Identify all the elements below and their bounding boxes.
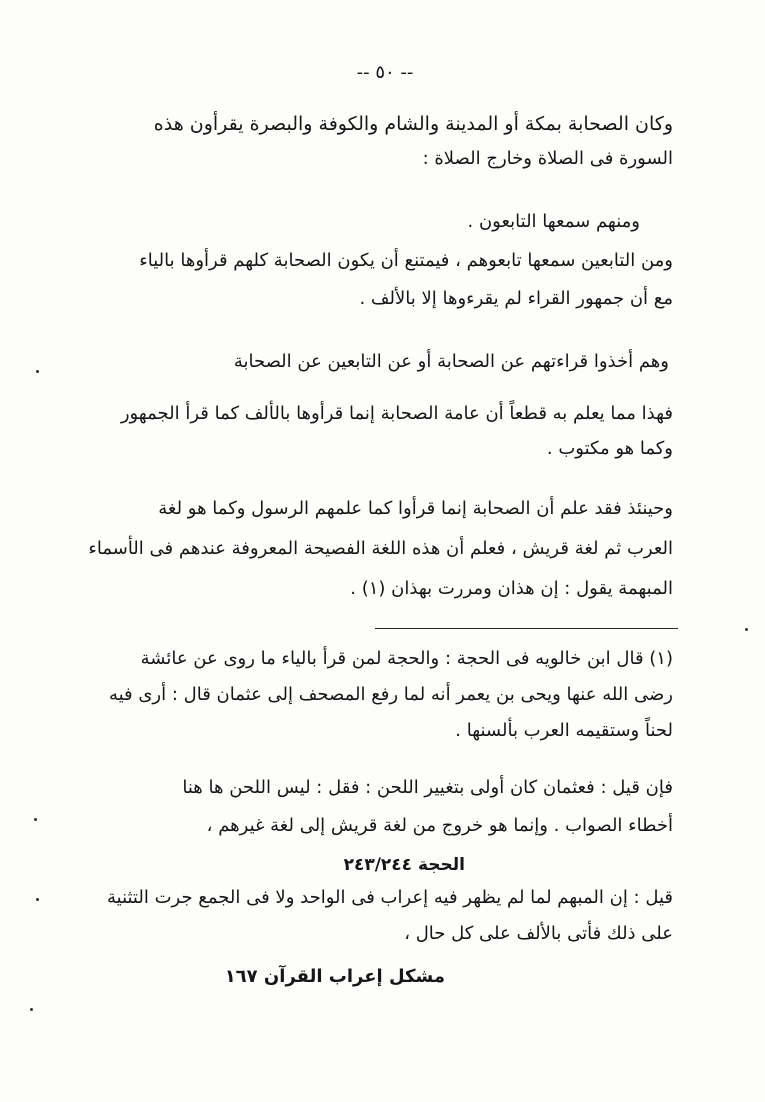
body-line: وكما هو مكتوب . (546, 438, 673, 459)
footnote-reference: مشكل إعراب القرآن ١٦٧ (224, 966, 445, 987)
footnote-quote-line: قيل : إن المبهم لما لم يظهر فيه إعراب فى الواحد ولا فى الجمع جرت التثنية (106, 887, 673, 908)
body-line: ومنهم سمعها التابعون . (467, 211, 640, 232)
body-line: وهم أخذوا قراءتهم عن الصحابة أو عن التابعين عن الصحابة (233, 351, 669, 372)
body-line: ومن التابعين سمعها تابعوهم ، فيمتنع أن يكون الصحابة كلهم قرأوها بالياء (139, 250, 673, 271)
footnote-line: لحناً وستقيمه العرب بألسنها . (455, 720, 673, 741)
scan-speck (36, 898, 39, 901)
body-line: وكان الصحابة بمكة أو المدينة والشام والكوفة والبصرة يقرأون هذه (153, 113, 673, 135)
body-line: مع أن جمهور القراء لم يقرءوها إلا بالألف . (359, 288, 673, 309)
footnote-quote-line: فإن قيل : فعثمان كان أولى بتغيير اللحن : فقل : ليس اللحن ها هنا (182, 777, 673, 798)
footnote-quote-line: أخطاء الصواب . وإنما هو خروج من لغة قريش إلى لغة غيرهم ، (206, 815, 673, 836)
footnote-divider (375, 628, 678, 629)
body-line: العرب ثم لغة قريش ، فعلم أن هذه اللغة الفصيحة المعروفة عندهم فى الأسماء (88, 538, 673, 559)
body-line: وحينئذ فقد علم أن الصحابة إنما قرأوا كما علمهم الرسول وكما هو لغة (158, 498, 673, 519)
scan-speck (36, 370, 39, 373)
footnote-reference: الحجة ٢٤٣/٢٤٤ (343, 855, 465, 875)
page-number: -- ٥٠ -- (356, 62, 414, 83)
scan-speck (745, 628, 748, 631)
body-line: فهذا مما يعلم به قطعاً أن عامة الصحابة إنما قرأوها بالألف كما قرأ الجمهور (120, 403, 673, 424)
body-line: السورة فى الصلاة وخارج الصلاة : (422, 148, 673, 169)
scan-speck (30, 1008, 33, 1011)
footnote-quote-line: على ذلك فأتى بالألف على كل حال ، (404, 923, 673, 944)
footnote-line: (١) قال ابن خالويه فى الحجة : والحجة لمن قرأ بالياء ما روى عن عائشة (140, 648, 673, 669)
scan-speck (34, 818, 37, 821)
body-line: المبهمة يقول : إن هذان ومررت بهذان (١) . (350, 578, 673, 599)
footnote-line: رضى الله عنها ويحى بن يعمر أنه لما رفع المصحف إلى عثمان قال : أرى فيه (108, 684, 673, 705)
